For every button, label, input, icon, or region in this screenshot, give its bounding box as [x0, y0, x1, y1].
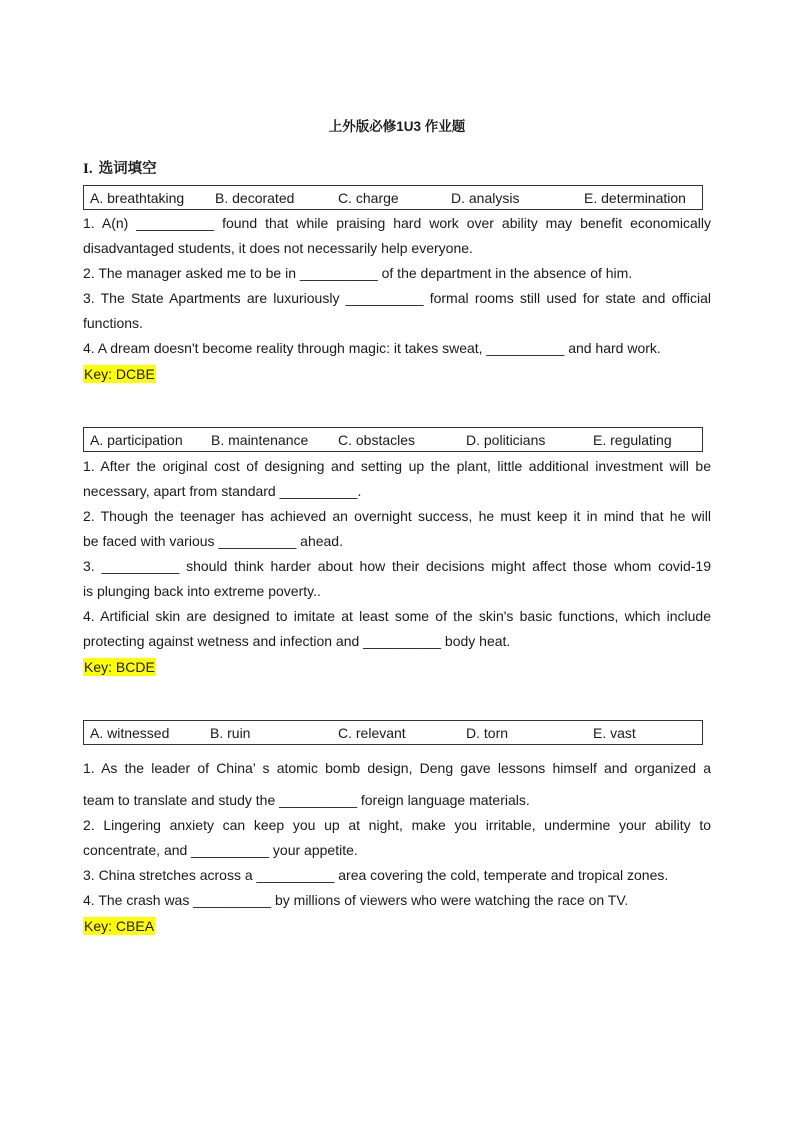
question-line: concentrate, and __________ your appetite.: [83, 842, 358, 858]
question-line: is plunging back into extreme poverty..: [83, 583, 321, 599]
word-option: C. obstacles: [338, 432, 416, 448]
word-bank-box: [83, 720, 703, 745]
section-heading: [83, 157, 157, 178]
question-line: 2. Lingering anxiety can keep you up at night, make you irritable, undermine your ability to: [83, 817, 711, 833]
question-line: 2. The manager asked me to be in __________ of the department in the absence of him.: [83, 265, 633, 281]
question-line: 3. __________ should think harder about how their decisions might affect those whom covid-19: [83, 558, 711, 574]
word-option: A. witnessed: [90, 725, 170, 741]
question-line: 4. A dream doesn't become reality through magic: it takes sweat, __________ and hard work.: [83, 340, 661, 356]
word-option: A. breathtaking: [90, 190, 185, 206]
question-line: team to translate and study the __________ foreign language materials.: [83, 792, 530, 808]
question-line: be faced with various __________ ahead.: [83, 533, 343, 549]
answer-key: Key: CBEA: [84, 918, 155, 934]
question-line: necessary, apart from standard __________.: [83, 483, 362, 499]
word-bank-box: [83, 185, 703, 210]
word-option: C. charge: [338, 190, 399, 206]
word-option: C. relevant: [338, 725, 406, 741]
word-bank-box: [83, 427, 703, 452]
word-option: E. determination: [584, 190, 686, 206]
word-option: D. politicians: [466, 432, 546, 448]
question-line: 1. After the original cost of designing and setting up the plant, little additional investment will be: [83, 458, 711, 474]
question-line: 3. The State Apartments are luxuriously __________ formal rooms still used for state and official: [83, 290, 711, 306]
answer-key: Key: DCBE: [84, 366, 155, 382]
section-number: I.: [83, 161, 93, 177]
word-option: D. torn: [466, 725, 509, 741]
question-line: 4. The crash was __________ by millions of viewers who were watching the race on TV.: [83, 892, 629, 908]
word-option: E. vast: [593, 725, 636, 741]
question-line: 1. As the leader of China’ s atomic bomb design, Deng gave lessons himself and organized a: [83, 760, 711, 776]
question-line: 3. China stretches across a __________ area covering the cold, temperate and tropical zones.: [83, 867, 669, 883]
question-line: 4. Artificial skin are designed to imitate at least some of the skin's basic functions, which include: [83, 608, 711, 624]
answer-key: Key: BCDE: [84, 659, 155, 675]
word-option: B. decorated: [215, 190, 295, 206]
word-option: A. participation: [90, 432, 183, 448]
question-line: disadvantaged students, it does not necessarily help everyone.: [83, 240, 473, 256]
page-title: 上外版必修1U3 作业题: [328, 119, 466, 134]
question-line: functions.: [83, 315, 143, 331]
section-label: 选词填空: [98, 161, 157, 177]
question-line: protecting against wetness and infection and __________ body heat.: [83, 633, 511, 649]
word-option: B. ruin: [210, 725, 251, 741]
word-option: E. regulating: [593, 432, 672, 448]
question-line: 2. Though the teenager has achieved an overnight success, he must keep it in mind that he will: [83, 508, 711, 524]
word-option: B. maintenance: [211, 432, 309, 448]
question-line: 1. A(n) __________ found that while praising hard work over ability may benefit economically: [83, 215, 711, 231]
word-option: D. analysis: [451, 190, 520, 206]
